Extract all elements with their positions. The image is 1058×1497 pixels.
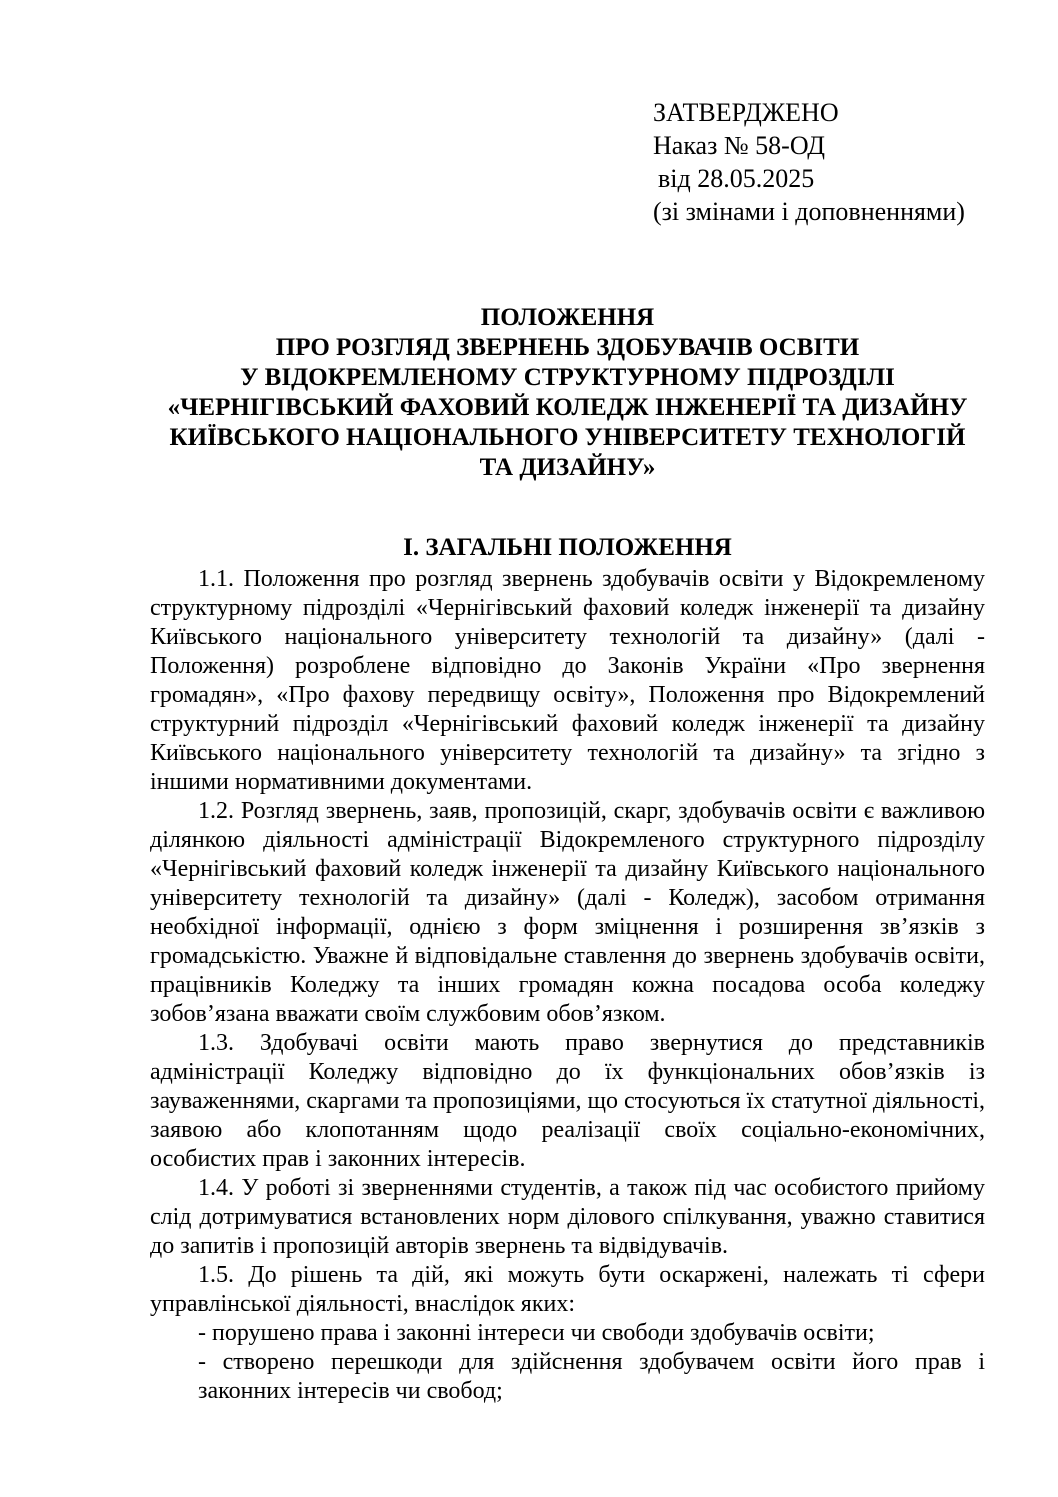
paragraph-1-1: 1.1. Положення про розгляд звернень здобувачів освіти у Відокремленому структурному підрозділі «Чернігівський фаховий коледж інженерії та дизайну Київського національного університету технологій та дизайну» (далі - Положення) розроблене відповідно до Законів України «Про звернення громадян», «Про фахову передвищу освіту», Положення про Відокремлений структурний підрозділ «Чернігівський фаховий коледж інженерії та дизайну Київського національного університету технологій та дизайну» та згідно з іншими нормативними документами.	[150, 566, 985, 795]
amendments-note: (зі змінами і доповненнями)	[653, 197, 965, 226]
title-line-4: «ЧЕРНІГІВСЬКИЙ ФАХОВИЙ КОЛЕДЖ ІНЖЕНЕРІЇ ТА ДИЗАЙНУ	[167, 394, 968, 421]
bullet-item-2: - створено перешкоди для здійснення здобувачем освіти його прав і законних інтересів чи свобод;	[198, 1349, 985, 1404]
bullet-item-1: - порушено права і законні інтереси чи свободи здобувачів освіти;	[198, 1320, 875, 1346]
document-title	[150, 303, 985, 483]
order-date: від 28.05.2025	[658, 164, 815, 193]
approval-stamp-text: ЗАТВЕРДЖЕНО	[653, 98, 839, 127]
paragraph-1-4: 1.4. У роботі зі зверненнями студентів, а також під час особистого прийому слід дотримуватися встановлених норм ділового спілкування, уважно ставитися до запитів і пропозицій авторів звернень та відвідувачів.	[150, 1175, 985, 1259]
title-line-1: ПОЛОЖЕННЯ	[480, 304, 655, 331]
paragraph-1-3: 1.3. Здобувачі освіти мають право звернутися до представників адміністрації Коледжу відповідно до їх функціональних обов’язків із зауваженнями, скаргами та пропозиціями, що стосуються їх статутної діяльності, заявою або клопотанням щодо реалізації своїх соціально-економічних, особистих прав і законних інтересів.	[150, 1030, 985, 1172]
title-line-3: У ВІДОКРЕМЛЕНОМУ СТРУКТУРНОМУ ПІДРОЗДІЛІ	[240, 364, 895, 391]
title-line-6: ТА ДИЗАЙНУ»	[479, 454, 656, 481]
approval-block	[653, 96, 985, 228]
title-line-2: ПРО РОЗГЛЯД ЗВЕРНЕНЬ ЗДОБУВАЧІВ ОСВІТИ	[275, 334, 860, 361]
title-line-5: КИЇВСЬКОГО НАЦІОНАЛЬНОГО УНІВЕРСИТЕТУ ТЕХНОЛОГІЙ	[169, 424, 966, 451]
document-body	[150, 565, 985, 1406]
section-heading-general-provisions: І. ЗАГАЛЬНІ ПОЛОЖЕННЯ	[403, 534, 732, 561]
paragraph-1-5: 1.5. До рішень та дій, які можуть бути оскаржені, належать ті сфери управлінської діяльності, внаслідок яких:	[150, 1262, 985, 1317]
paragraph-1-2: 1.2. Розгляд звернень, заяв, пропозицій, скарг, здобувачів освіти є важливою ділянкою діяльності адміністрації Відокремленого структурного підрозділу «Чернігівський фаховий коледж інженерії та дизайну Київського національного університету технологій та дизайну» (далі - Коледж), засобом отримання необхідної інформації, однією з форм зміцнення і розширення зв’язків з громадськістю. Уважне й відповідальне ставлення до звернень здобувачів освіти, працівників Коледжу та інших громадян кожна посадова особа коледжу зобов’язана вважати своїм службовим обов’язком.	[150, 798, 985, 1027]
order-number: Наказ № 58-ОД	[653, 131, 826, 160]
